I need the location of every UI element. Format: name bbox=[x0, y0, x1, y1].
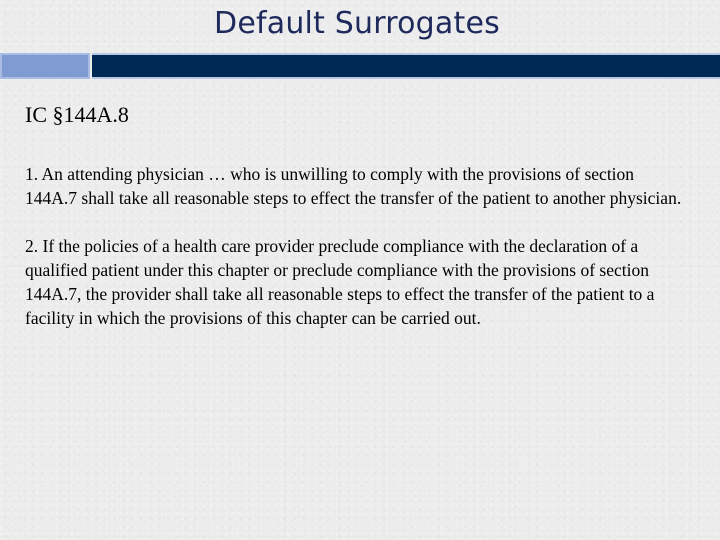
paragraph-2: 2. If the policies of a health care provider preclude compliance with the declaration of a qualified patient under this chapter or preclude compliance with the provisions of section 144A.7, the provider shall take all reasonable steps to effect the transfer of the patient to a facility in which the provisions of this chapter can be carried out. bbox=[25, 236, 655, 328]
divider-accent-block bbox=[0, 53, 90, 79]
slide-body bbox=[25, 100, 685, 354]
title-divider-bar bbox=[0, 53, 720, 79]
paragraph-1: 1. An attending physician … who is unwilling to comply with the provisions of section 144A.7 shall take all reasonable steps to effect the transfer of the patient to another physician. bbox=[25, 164, 682, 208]
statute-heading: IC §144A.8 bbox=[25, 102, 129, 127]
divider-dark-band bbox=[92, 53, 720, 79]
slide-title: Default Surrogates bbox=[214, 6, 500, 41]
